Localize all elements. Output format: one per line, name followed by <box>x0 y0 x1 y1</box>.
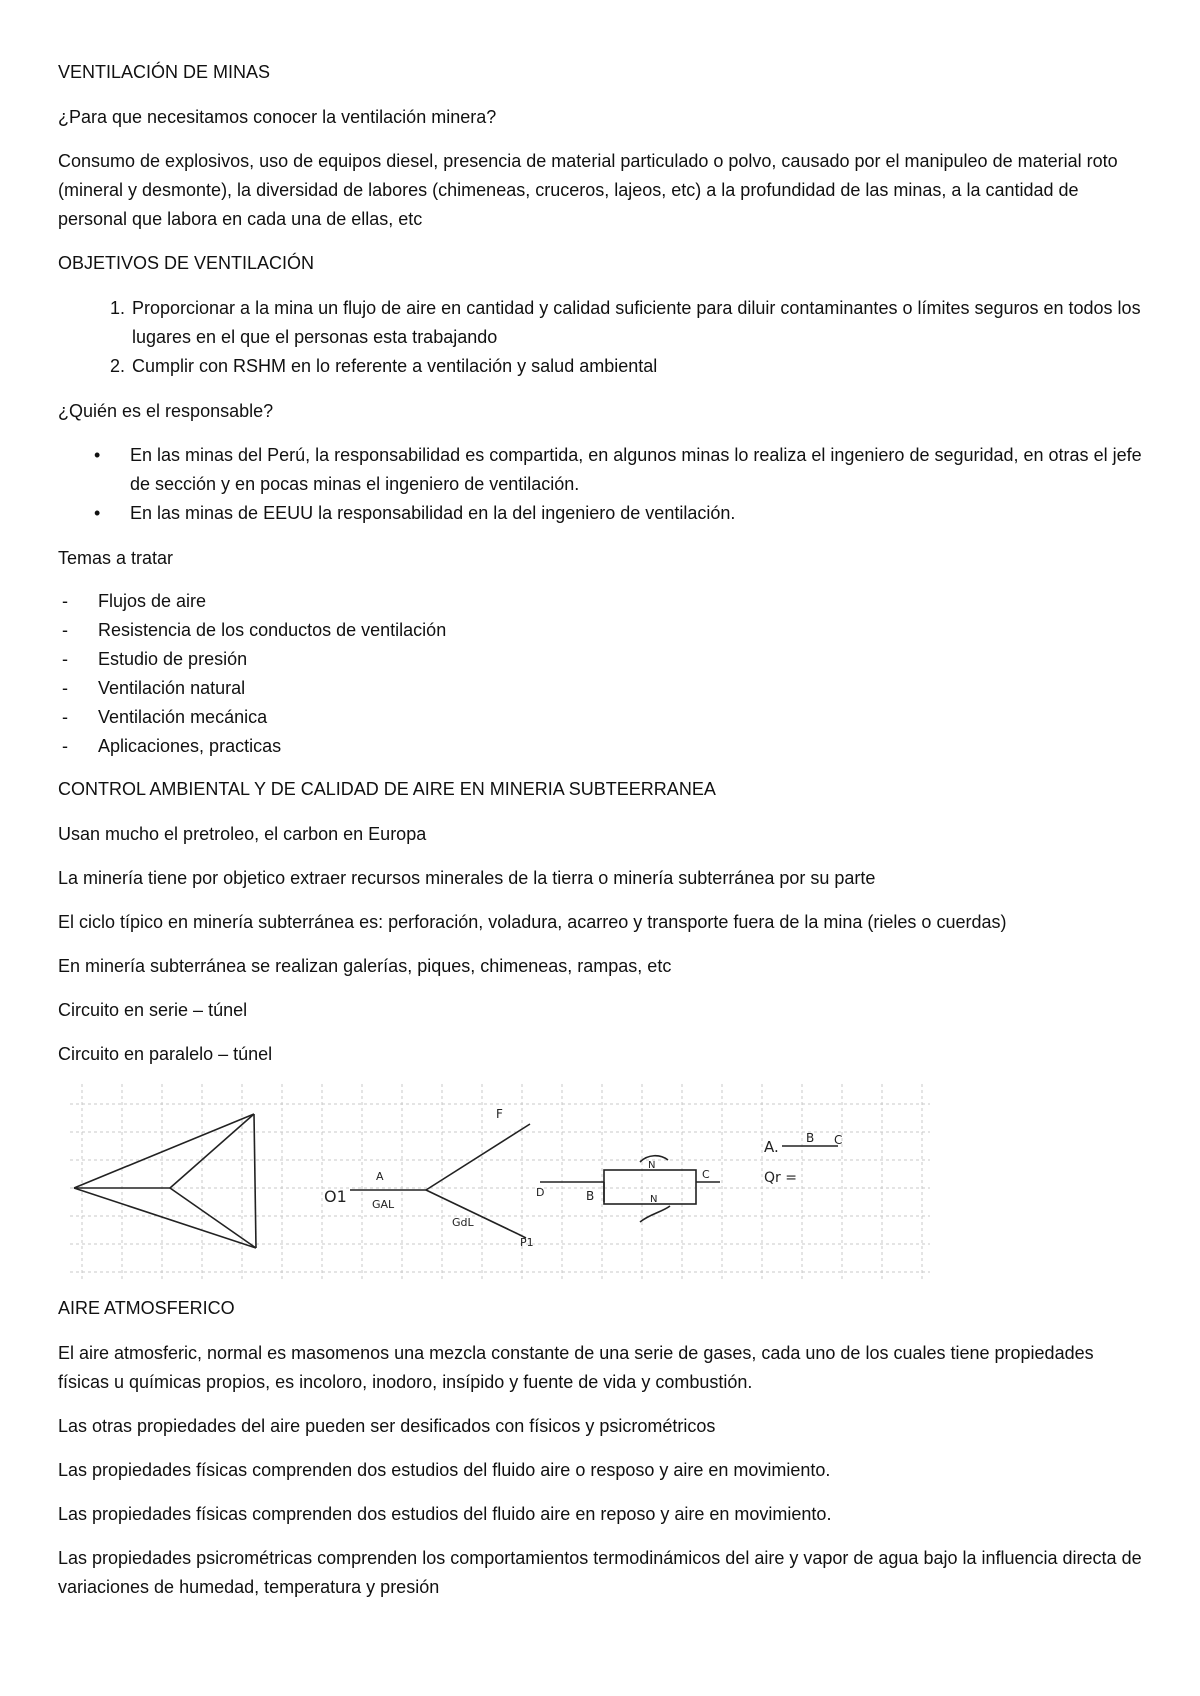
document-title: VENTILACIÓN DE MINAS <box>58 62 271 82</box>
objective-item: 2. Cumplir con RSHM en lo referente a ventilación y salud ambiental <box>130 352 1148 381</box>
label-p1: P1 <box>520 1236 534 1249</box>
air-paragraph: Las propiedades psicrométricas comprenden los comportamientos termodinámicos del aire y vapor de agua bajo la influencia directa de variaciones de humedad, temperatura y presión <box>58 1548 1142 1597</box>
responsible-item: • En las minas de EEUU la responsabilidad en la del ingeniero de ventilación. <box>130 499 1148 528</box>
air-paragraph: Las propiedades físicas comprenden dos estudios del fluido aire o resposo y aire en movimiento. <box>58 1460 831 1480</box>
topic-item: - Ventilación mecánica <box>98 703 1148 732</box>
label-a: A <box>376 1170 384 1183</box>
parallel-circuit-sketch <box>540 1156 720 1222</box>
label-gdl: GdL <box>452 1216 474 1229</box>
control-paragraph: El ciclo típico en minería subterránea es: perforación, voladura, acarreo y transporte fuera de la mina (rieles o cuerdas) <box>58 912 1007 932</box>
label-q-right: Qr = <box>764 1170 797 1186</box>
question-why-ventilation: ¿Para que necesitamos conocer la ventilación minera? <box>58 107 497 127</box>
topic-item: - Estudio de presión <box>98 645 1148 674</box>
objectives-heading: OBJETIVOS DE VENTILACIÓN <box>58 253 315 273</box>
label-f: F <box>496 1107 503 1121</box>
label-b-right: B <box>806 1131 815 1145</box>
air-paragraph: El aire atmosferic, normal es masomenos una mezcla constante de una serie de gases, cada uno de los cuales tiene propiedades físicas u químicas propios, es incoloro, inodoro, insípido y fuente de vida y combustión. <box>58 1343 1094 1392</box>
control-paragraph: Circuito en serie – túnel <box>58 1000 248 1020</box>
control-paragraph: En minería subterránea se realizan galerías, piques, chimeneas, rampas, etc <box>58 956 672 976</box>
label-d: D <box>536 1186 545 1199</box>
topics-heading: Temas a tratar <box>58 548 174 568</box>
topic-item: - Flujos de aire <box>98 587 1148 616</box>
label-c: C <box>702 1168 710 1181</box>
topic-item: - Aplicaciones, practicas <box>98 732 1148 761</box>
control-heading: CONTROL AMBIENTAL Y DE CALIDAD DE AIRE EN MINERIA SUBTEERRANEA <box>58 779 716 799</box>
circuit-sketch <box>70 1084 930 1280</box>
topic-item: - Resistencia de los conductos de ventilación <box>98 616 1148 645</box>
label-n-top: N <box>648 1160 656 1171</box>
topics-list <box>58 587 1148 761</box>
air-heading: AIRE ATMOSFERICO <box>58 1298 235 1318</box>
label-b: B <box>586 1189 595 1203</box>
label-o1: O1 <box>324 1187 347 1206</box>
label-gal: GAL <box>372 1198 395 1211</box>
triangle-network-sketch <box>74 1114 256 1248</box>
label-a-right: A. <box>764 1138 779 1156</box>
responsible-list <box>58 441 1148 528</box>
objectives-list <box>58 294 1148 381</box>
responsible-question: ¿Quién es el responsable? <box>58 401 274 421</box>
control-paragraph: Circuito en paralelo – túnel <box>58 1044 273 1064</box>
control-paragraph: Usan mucho el pretroleo, el carbon en Europa <box>58 824 427 844</box>
answer-why-ventilation: Consumo de explosivos, uso de equipos diesel, presencia de material particulado o polvo, causado por el manipuleo de material roto (mineral y desmonte), la diversidad de labores (chimeneas, cruceros, lajeos, etc) a la profundidad de las minas, a la cantidad de personal que labora en cada una de ellas, etc <box>58 151 1118 229</box>
document-page <box>58 58 1148 1617</box>
label-c-right: C <box>834 1133 843 1147</box>
control-paragraph: La minería tiene por objetico extraer recursos minerales de la tierra o minería subterránea por su parte <box>58 868 876 888</box>
air-paragraph: Las otras propiedades del aire pueden ser desificados con físicos y psicrométricos <box>58 1416 716 1436</box>
topic-item: - Ventilación natural <box>98 674 1148 703</box>
label-n-bottom: N <box>650 1194 658 1205</box>
responsible-item: • En las minas del Perú, la responsabilidad es compartida, en algunos minas lo realiza el ingeniero de seguridad, en otras el jefe de sección y en pocas minas el ingeniero de ventilación. <box>130 441 1148 499</box>
objective-item: 1. Proporcionar a la mina un flujo de aire en cantidad y calidad suficiente para diluir contaminantes o límites seguros en todos los lugares en el que el personas esta trabajando <box>130 294 1148 352</box>
air-paragraph: Las propiedades físicas comprenden dos estudios del fluido aire en reposo y aire en movimiento. <box>58 1504 832 1524</box>
